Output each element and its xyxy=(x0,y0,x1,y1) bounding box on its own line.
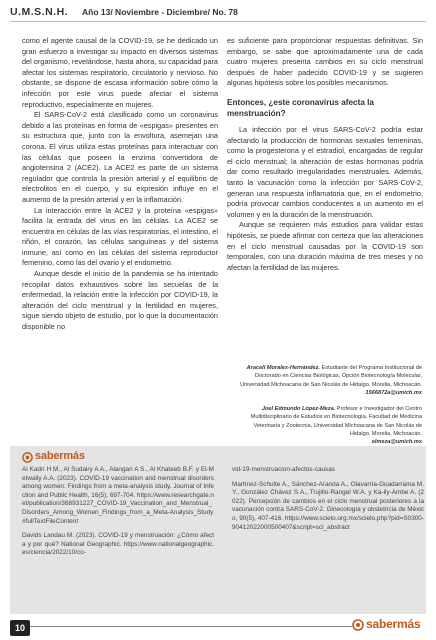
reference-item: Davids Landau M. (2023). COVID-19 y menstruación: ¿Cómo afecta y por qué? National Geographic. https://www.nationalgeographic.es/ciencia/2022/10/co- xyxy=(22,532,214,557)
author-notes xyxy=(232,364,422,455)
paragraph: El SARS-CoV-2 está clasificado como un coronavirus debido a las proteínas en forma de «espigas» presentes en su estructura que, junto con la envoltura, asemejan una corona. El virus utiliza estas proteínas para interactuar con las células que poseen la enzima convertidora de angiotensina 2 (ACE2). La ACE2 es parte de un sistema regulador que controla la presión arterial y el equilibrio de electrolitos en el cuerpo, y su expresión influye en el aumento de la presión arterial y en la inflamación. xyxy=(22,110,218,204)
saber-mas-logo xyxy=(22,450,85,464)
logo-mark-icon xyxy=(22,452,33,463)
header-divider xyxy=(10,21,426,22)
page-number: 10 xyxy=(10,620,30,636)
logo-text: sabermás xyxy=(35,450,85,462)
issue-info: Año 13/ Noviembre - Diciembre/ No. 78 xyxy=(82,7,238,17)
paragraph: Aunque se requieren más estudios para validar estas hipótesis, se puede afirmar con certeza que las alteraciones en el ciclo menstrual causadas por la COVID-19 son temporales, con una duración máxima de tres meses y no afectan la fertilidad de las mujeres. xyxy=(227,220,423,272)
reference-item: Al Kadri H M., Al Sudairy A A., Alangari A S., Al Khateeb B.F. y El-Metwally A.A. (2023). COVID-19 vaccination and menstrual disorders among women: Findings from a meta-analysis study. Journal of Infection and Public Health, 16(5), 697-704. https://www.researchgate.net/publication/368931227_COVID-19_Vaccination_and_Menstrual_Disorders_Among_Women_Findings_from_a_Meta-Analysis_Study#fullTextFileContent xyxy=(22,466,214,525)
reference-item: Martínez-Schulte A., Sánchez-Aranda A., Olavarría-Guadarrama M.Y., González Chávez S.A., Trujillo-Rangel W.A. y Ka-ily-Ambe A. (2022). Percepción de cambios en el ciclo menstrual posteriores a la vacunación contra SARS-CoV-2. Ginecología y obstetricia de México, 90(5), 407-416. https://www.scielo.org.mx/scielo.php?pid=S0300-90412022000500407&script=sci_abstract xyxy=(232,480,424,531)
references-left xyxy=(22,466,214,564)
author-name: Joel Edmundo López-Meza. xyxy=(261,406,336,413)
logo-mark-icon xyxy=(352,619,364,631)
paragraph: La infección por el virus SARS-CoV-2 podría estar afectando la producción de hormonas sexuales femeninas, como la progesterona y el estradiol, encargadas de regular el ciclo menstrual; la alteración de estas hormonas podría dar como resultado irregularidades menstruales. Además, tanto la vacunación como la infección por SARS-CoV-2, generan una respuesta inflamatoria que, en el endometrio, podría provocar cambios conducentes a un aumento en el volumen y en la duración de la menstruación. xyxy=(227,124,423,219)
references-right xyxy=(232,466,424,538)
journal-name: U.M.S.N.H. xyxy=(10,6,69,18)
author-bio: Profesor e Investigador del Centro Multidisciplinario de Estudios en Biotecnología, Facultad de Medicina Veterinaria y Zootecnia, Universidad Michoacana de San Nicolás de Hidalgo. Morelia, Michoacán. xyxy=(250,406,422,438)
logo-text: sabermás xyxy=(366,617,421,631)
author-entry xyxy=(232,364,422,397)
footer-logo xyxy=(352,616,426,632)
left-column xyxy=(22,36,218,333)
right-column xyxy=(227,36,423,273)
author-name: Araceli Morales-Hernández. xyxy=(246,365,320,371)
reference-item: vid-19-menstruacion-afectos-causas xyxy=(232,466,336,473)
paragraph: es suficiente para proporcionar respuestas definitivas. Sin embargo, se sabe que aproximadamente una de cada cuatro mujeres presenta cambios en su ciclo menstrual después de haber padecido COVID-19 y se sugieren algunas hipótesis sobre los posibles mecanismos. xyxy=(227,36,423,88)
author-entry xyxy=(232,405,422,446)
paragraph: como el agente causal de la COVID-19, se he dedicado un gran esfuerzo a investigar su impacto en diversos sistemas del organismo, revelándose, hasta ahora, su capacidad para afectar los sistemas respiratorio, circulatorio y nervioso. No obstante, se dispone de escasa información sobre cómo la infección por este virus puede afectar el sistema reproductivo, especialmente en mujeres. xyxy=(22,36,218,109)
section-heading: Entonces, ¿este coronavirus afecta la menstruación? xyxy=(227,97,374,118)
paragraph: Aunque desde el inicio de la pandemia se ha intentado recopilar datos exhaustivos sobre las secuelas de la enfermedad, la relación entre la infección por COVID-19, la alteración del ciclo menstrual y la fertilidad en mujeres, sigue siendo objeto de estudio, por lo que la documentación disponible no xyxy=(22,269,218,332)
author-bio: Estudiante del Programa Institucional de Doctorado en Ciencias Biológicas, Opción Biotecnología Molecular, Universidad Michoacana de San Nicolás de Hidalgo. Morelia, Michoacán. xyxy=(240,365,422,388)
author-email[interactable]: elmeza@umich.mx xyxy=(371,439,422,446)
page-header xyxy=(0,0,436,22)
paragraph: La interacción entre la ACE2 y la proteína «espigas» facilita la entrada del virus en las células. La ACE2 se encuentra en células de las vías respiratorias, el intestino, el riñón, el corazón, las células sanguíneas y del sistema inmune, así como en las células del sistema reproductor femenino, como las del ovario y el endometrio. xyxy=(22,205,218,268)
author-email[interactable]: 1566872a@umich.mx xyxy=(365,389,422,396)
